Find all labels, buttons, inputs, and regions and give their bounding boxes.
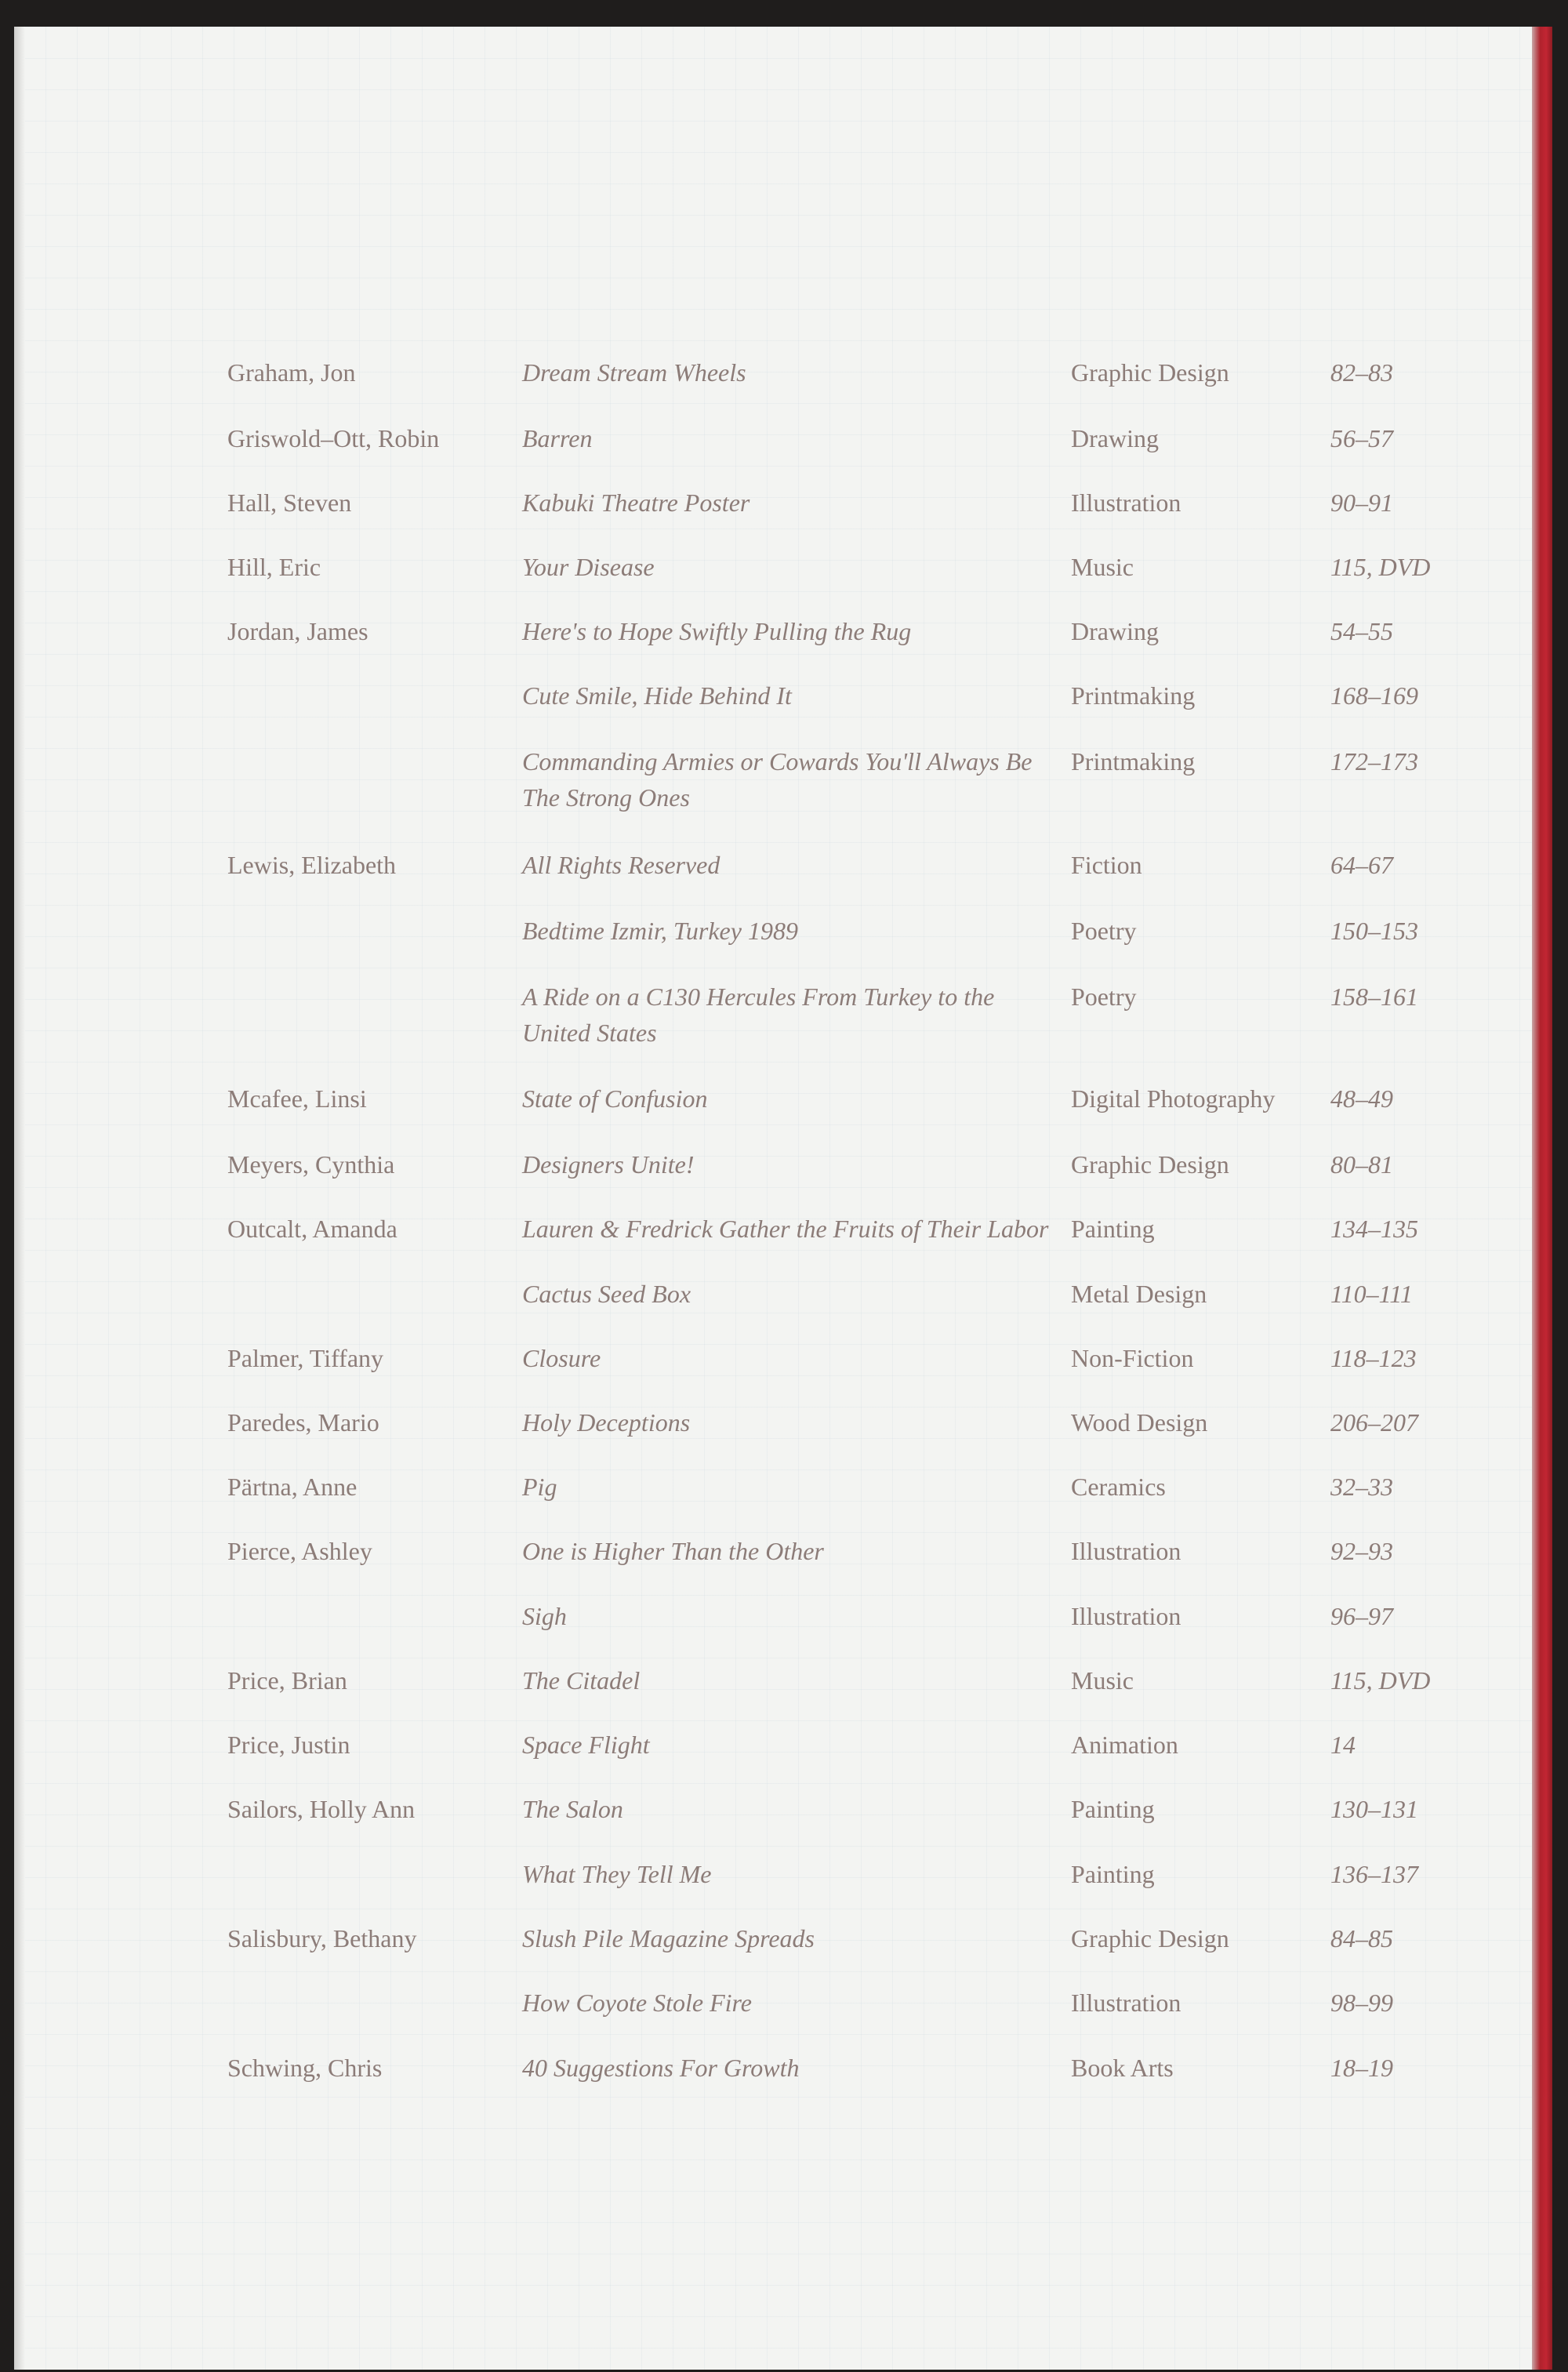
page-range: 54–55 <box>1330 617 1393 645</box>
page-range: 80–81 <box>1330 1150 1393 1179</box>
work-title: Dream Stream Wheels <box>522 358 746 387</box>
work-category: Graphic Design <box>1071 1150 1229 1179</box>
work-category: Digital Photography <box>1071 1084 1276 1113</box>
page-range: 14 <box>1330 1731 1356 1759</box>
work-title: One is Higher Than the Other <box>522 1537 824 1565</box>
work-category: Animation <box>1071 1731 1178 1759</box>
contributor-name: Griswold–Ott, Robin <box>227 424 440 452</box>
work-title: Lauren & Fredrick Gather the Fruits of Their Labor <box>522 1215 1049 1243</box>
contributor-name: Hill, Eric <box>227 553 321 581</box>
work-title: The Citadel <box>522 1666 641 1695</box>
work-title: Space Flight <box>522 1731 650 1759</box>
work-category: Painting <box>1071 1860 1155 1888</box>
work-category: Wood Design <box>1071 1408 1208 1437</box>
work-category: Fiction <box>1071 851 1142 879</box>
work-title: Holy Deceptions <box>522 1408 691 1437</box>
work-category: Drawing <box>1071 424 1159 452</box>
contributor-name: Mcafee, Linsi <box>227 1084 367 1113</box>
page-range: 115, DVD <box>1330 1666 1431 1695</box>
work-title: Slush Pile Magazine Spreads <box>522 1924 815 1952</box>
work-category: Music <box>1071 1666 1134 1695</box>
work-title: All Rights Reserved <box>522 851 720 879</box>
work-category: Illustration <box>1071 1989 1181 2017</box>
work-category: Illustration <box>1071 1602 1181 1630</box>
contributor-name: Outcalt, Amanda <box>227 1215 397 1243</box>
page-range: 134–135 <box>1330 1215 1418 1243</box>
work-title: How Coyote Stole Fire <box>522 1989 752 2017</box>
contributor-name: Jordan, James <box>227 617 368 645</box>
work-category: Book Arts <box>1071 2054 1174 2082</box>
contributors-index <box>14 27 1552 2370</box>
contributor-name: Palmer, Tiffany <box>227 1344 384 1372</box>
page-range: 130–131 <box>1330 1795 1418 1823</box>
work-category: Printmaking <box>1071 747 1196 776</box>
page-range: 18–19 <box>1330 2054 1393 2082</box>
work-title: State of Confusion <box>522 1084 708 1113</box>
page-range: 136–137 <box>1330 1860 1418 1888</box>
work-title: What They Tell Me <box>522 1860 712 1888</box>
work-category: Illustration <box>1071 1537 1181 1565</box>
page-range: 56–57 <box>1330 424 1393 452</box>
work-title: Bedtime Izmir, Turkey 1989 <box>522 917 798 945</box>
contributor-name: Price, Brian <box>227 1666 347 1695</box>
work-category: Metal Design <box>1071 1280 1207 1308</box>
contributor-name: Schwing, Chris <box>227 2054 383 2082</box>
work-title: Kabuki Theatre Poster <box>522 489 750 517</box>
work-title: Cute Smile, Hide Behind It <box>522 681 792 710</box>
work-category: Drawing <box>1071 617 1159 645</box>
page-range: 96–97 <box>1330 1602 1393 1630</box>
work-title: 40 Suggestions For Growth <box>522 2054 800 2082</box>
book-page <box>14 27 1552 2370</box>
contributor-name: Price, Justin <box>227 1731 350 1759</box>
work-category: Painting <box>1071 1795 1155 1823</box>
work-category: Ceramics <box>1071 1473 1166 1501</box>
contributor-name: Lewis, Elizabeth <box>227 851 397 879</box>
page-range: 206–207 <box>1330 1408 1418 1437</box>
page-range: 48–49 <box>1330 1084 1393 1113</box>
page-range: 172–173 <box>1330 747 1418 776</box>
page-range: 90–91 <box>1330 489 1393 517</box>
page-range: 150–153 <box>1330 917 1418 945</box>
work-title: Barren <box>522 424 593 452</box>
work-category: Music <box>1071 553 1134 581</box>
work-title: The Salon <box>522 1795 623 1823</box>
page-range: 84–85 <box>1330 1924 1393 1952</box>
work-category: Printmaking <box>1071 681 1196 710</box>
work-category: Poetry <box>1071 983 1137 1011</box>
work-title: Pig <box>522 1473 557 1501</box>
page-range: 82–83 <box>1330 358 1393 387</box>
page-range: 98–99 <box>1330 1989 1393 2017</box>
contributor-name: Paredes, Mario <box>227 1408 379 1437</box>
work-title: Your Disease <box>522 553 655 581</box>
page-range: 32–33 <box>1330 1473 1393 1501</box>
contributor-name: Pärtna, Anne <box>227 1473 358 1501</box>
page-range: 92–93 <box>1330 1537 1393 1565</box>
page-range: 168–169 <box>1330 681 1418 710</box>
work-category: Non-Fiction <box>1071 1344 1194 1372</box>
contributor-name: Graham, Jon <box>227 358 356 387</box>
work-title: Closure <box>522 1344 601 1372</box>
work-category: Graphic Design <box>1071 1924 1229 1952</box>
contributor-name: Pierce, Ashley <box>227 1537 372 1565</box>
work-title: Sigh <box>522 1602 567 1630</box>
contributor-name: Meyers, Cynthia <box>227 1150 395 1179</box>
work-title: Cactus Seed Box <box>522 1280 691 1308</box>
page-range: 115, DVD <box>1330 553 1431 581</box>
work-title: Designers Unite! <box>522 1150 695 1179</box>
page-range: 110–111 <box>1330 1280 1413 1308</box>
work-category: Illustration <box>1071 489 1181 517</box>
work-title: Commanding Armies or Cowards You'll Always Be The Strong Ones <box>522 747 1033 812</box>
page-range: 118–123 <box>1330 1344 1417 1372</box>
page-range: 64–67 <box>1330 851 1393 879</box>
work-category: Poetry <box>1071 917 1137 945</box>
work-title: Here's to Hope Swiftly Pulling the Rug <box>522 617 912 645</box>
work-title: A Ride on a C130 Hercules From Turkey to the United States <box>522 983 995 1047</box>
work-category: Painting <box>1071 1215 1155 1243</box>
contributor-name: Salisbury, Bethany <box>227 1924 417 1952</box>
work-category: Graphic Design <box>1071 358 1229 387</box>
page-range: 158–161 <box>1330 983 1418 1011</box>
contributor-name: Sailors, Holly Ann <box>227 1795 416 1823</box>
contributor-name: Hall, Steven <box>227 489 352 517</box>
